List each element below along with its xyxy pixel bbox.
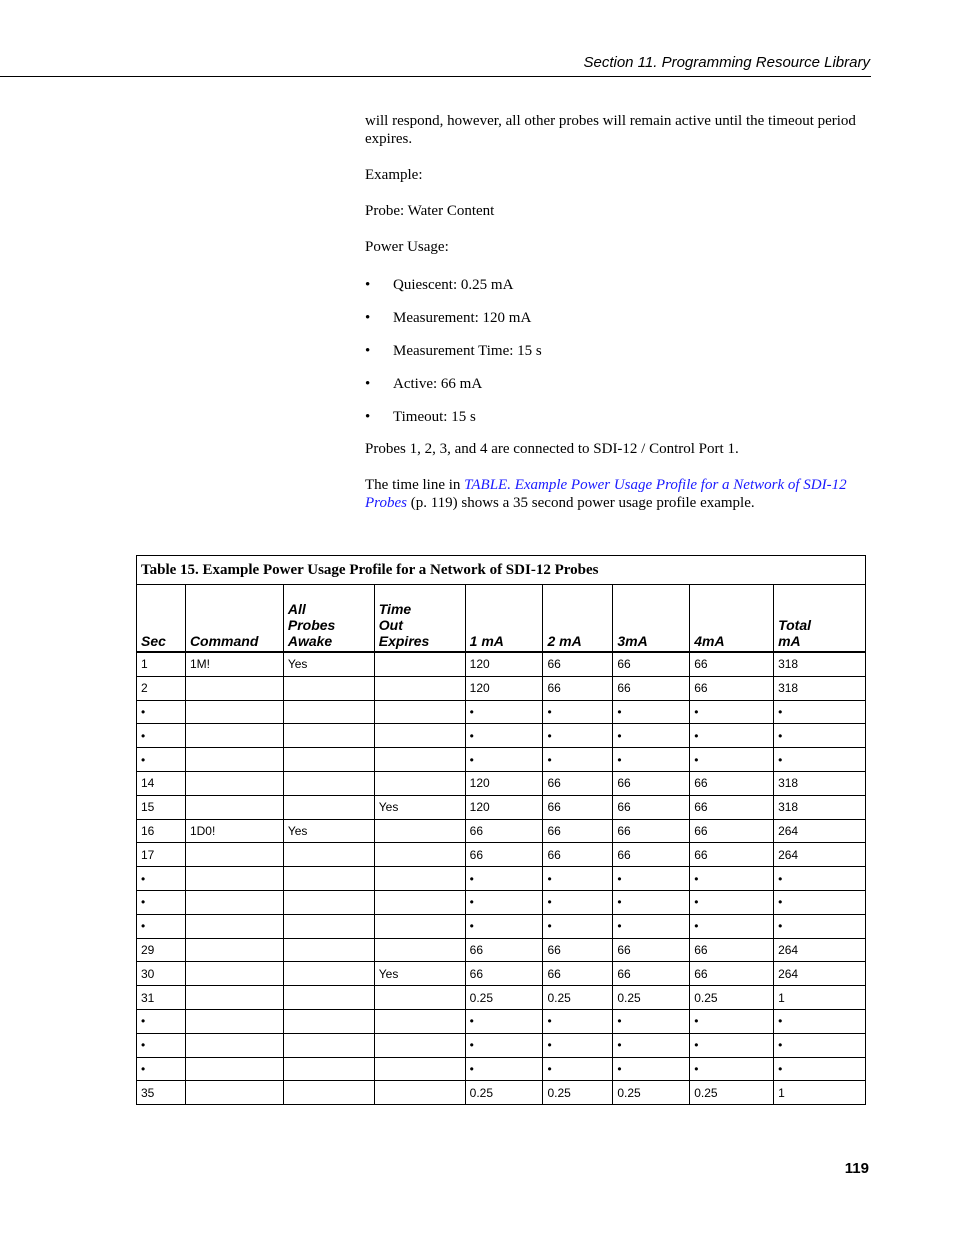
table-cell: • xyxy=(543,1033,613,1057)
table-cell: 1 xyxy=(774,1081,866,1105)
table-cell xyxy=(283,676,374,700)
table-cell: 35 xyxy=(137,1081,186,1105)
table-cell xyxy=(185,867,283,891)
table-cell: 0.25 xyxy=(690,986,774,1010)
table-cell: • xyxy=(774,867,866,891)
table-cell: • xyxy=(774,748,866,772)
table-cell: • xyxy=(543,724,613,748)
table-cell xyxy=(283,1057,374,1081)
table-cell: • xyxy=(690,1033,774,1057)
table-reference-link[interactable]: TABLE. Example Power Usage Profile for a Network of SDI-12 Probes xyxy=(365,477,847,511)
table-cell xyxy=(374,1009,465,1033)
table-cell: 120 xyxy=(465,771,543,795)
table-cell: 0.25 xyxy=(465,1081,543,1105)
bullet-icon: • xyxy=(365,409,371,425)
table-cell: 264 xyxy=(774,962,866,986)
table-cell xyxy=(283,700,374,724)
table-cell: 66 xyxy=(613,819,690,843)
table-row xyxy=(137,914,866,938)
table-cell: • xyxy=(543,1057,613,1081)
table-cell: Yes xyxy=(374,962,465,986)
table-row xyxy=(137,1081,866,1105)
table-cell: • xyxy=(613,867,690,891)
table-cell: 264 xyxy=(774,938,866,962)
table-header-row xyxy=(137,585,866,653)
table-cell: 17 xyxy=(137,843,186,867)
table-cell: 318 xyxy=(774,652,866,676)
table-cell xyxy=(283,771,374,795)
table-cell: 30 xyxy=(137,962,186,986)
table-cell xyxy=(374,986,465,1010)
table-cell: • xyxy=(465,700,543,724)
table-cell: • xyxy=(465,1009,543,1033)
table-cell: 29 xyxy=(137,938,186,962)
table-cell: • xyxy=(465,867,543,891)
timeline-text-start: The time line in xyxy=(365,477,465,493)
table-cell: 1 xyxy=(137,652,186,676)
table-cell: 66 xyxy=(465,819,543,843)
probes-line: Probes 1, 2, 3, and 4 are connected to SDI-12 / Control Port 1. xyxy=(365,441,739,457)
table-cell: • xyxy=(137,914,186,938)
table-cell: • xyxy=(690,1009,774,1033)
table-cell xyxy=(374,724,465,748)
table-cell xyxy=(283,724,374,748)
table-cell: 66 xyxy=(690,676,774,700)
paragraph-timeline xyxy=(365,476,875,512)
probe-line: Probe: Water Content xyxy=(365,203,495,219)
table-row xyxy=(137,1009,866,1033)
table-cell: • xyxy=(137,867,186,891)
table-cell: 120 xyxy=(465,795,543,819)
list-item-text: Active: 66 mA xyxy=(393,376,483,392)
table-cell: 66 xyxy=(543,771,613,795)
table-cell: 66 xyxy=(690,771,774,795)
table-cell: 264 xyxy=(774,843,866,867)
table-cell xyxy=(374,890,465,914)
table-cell: • xyxy=(465,1033,543,1057)
table-cell: 0.25 xyxy=(613,986,690,1010)
table-cell: 66 xyxy=(690,652,774,676)
table-cell: 66 xyxy=(613,652,690,676)
list-item xyxy=(365,276,875,309)
table-cell: 66 xyxy=(465,843,543,867)
table-cell xyxy=(185,700,283,724)
table-cell xyxy=(374,676,465,700)
list-item-text: Measurement: 120 mA xyxy=(393,310,532,326)
table-cell: • xyxy=(613,748,690,772)
table-cell: • xyxy=(774,914,866,938)
table-cell xyxy=(185,1081,283,1105)
power-usage-table xyxy=(136,555,866,1105)
table-cell: • xyxy=(137,1057,186,1081)
column-header: 1 mA xyxy=(465,585,543,653)
table-cell: 14 xyxy=(137,771,186,795)
table-cell xyxy=(185,843,283,867)
power-usage-label: Power Usage: xyxy=(365,239,449,255)
column-header: Sec xyxy=(137,585,186,653)
bullet-icon: • xyxy=(365,343,371,359)
table-row xyxy=(137,986,866,1010)
table-cell xyxy=(283,914,374,938)
table-cell: 66 xyxy=(690,843,774,867)
table-cell xyxy=(374,1033,465,1057)
page-number: 119 xyxy=(844,1160,869,1177)
table-cell: 31 xyxy=(137,986,186,1010)
table-cell: • xyxy=(613,1033,690,1057)
table-cell: 0.25 xyxy=(690,1081,774,1105)
table-row xyxy=(137,938,866,962)
example-label: Example: xyxy=(365,167,423,183)
table-cell xyxy=(374,867,465,891)
table-cell: • xyxy=(465,890,543,914)
table-cell: • xyxy=(543,867,613,891)
table-cell: 66 xyxy=(690,962,774,986)
table-cell: 66 xyxy=(465,938,543,962)
table-cell xyxy=(185,914,283,938)
table-cell: • xyxy=(690,914,774,938)
paragraph-timeout: will respond, however, all other probes will remain active until the timeout period expires. xyxy=(365,113,856,147)
table-cell xyxy=(283,890,374,914)
list-item xyxy=(365,375,875,408)
list-item-text: Measurement Time: 15 s xyxy=(393,343,542,359)
table-cell: • xyxy=(690,700,774,724)
table-cell: • xyxy=(137,748,186,772)
table-cell: • xyxy=(774,1009,866,1033)
table-cell xyxy=(283,1009,374,1033)
table-cell: 66 xyxy=(690,819,774,843)
table-cell: 66 xyxy=(543,843,613,867)
table-cell: 120 xyxy=(465,676,543,700)
table-cell: 66 xyxy=(543,652,613,676)
table-cell: • xyxy=(613,700,690,724)
table-cell: 0.25 xyxy=(613,1081,690,1105)
table-cell: 66 xyxy=(690,938,774,962)
table-cell: 66 xyxy=(543,676,613,700)
table-cell xyxy=(374,819,465,843)
table-cell: • xyxy=(690,890,774,914)
table-cell xyxy=(283,938,374,962)
table-row xyxy=(137,819,866,843)
table-cell xyxy=(283,795,374,819)
table-cell: 1D0! xyxy=(185,819,283,843)
table-cell xyxy=(185,1009,283,1033)
list-item xyxy=(365,342,875,375)
table-cell: • xyxy=(465,748,543,772)
table-row xyxy=(137,843,866,867)
table-cell: • xyxy=(613,1057,690,1081)
table-cell: Yes xyxy=(283,819,374,843)
list-item xyxy=(365,309,875,342)
table-cell xyxy=(374,700,465,724)
table-cell xyxy=(374,938,465,962)
table-cell: 318 xyxy=(774,676,866,700)
table-cell: • xyxy=(465,724,543,748)
power-usage-list xyxy=(365,276,875,440)
table-cell: • xyxy=(543,700,613,724)
table-cell xyxy=(283,1081,374,1105)
table-cell: 0.25 xyxy=(543,1081,613,1105)
table-cell: 66 xyxy=(613,771,690,795)
table-cell: • xyxy=(690,1057,774,1081)
table-row xyxy=(137,724,866,748)
table-cell: 66 xyxy=(543,819,613,843)
timeline-text-end: (p. 119) shows a 35 second power usage profile example. xyxy=(406,495,755,511)
bullet-icon: • xyxy=(365,376,371,392)
table-cell: • xyxy=(465,1057,543,1081)
table-cell: 15 xyxy=(137,795,186,819)
table-cell: 66 xyxy=(613,795,690,819)
table-cell: • xyxy=(543,890,613,914)
table-cell xyxy=(185,795,283,819)
table-row xyxy=(137,676,866,700)
table-cell xyxy=(283,962,374,986)
bullet-icon: • xyxy=(365,277,371,293)
table-cell: • xyxy=(137,700,186,724)
list-item-text: Quiescent: 0.25 mA xyxy=(393,277,514,293)
table-cell: • xyxy=(774,724,866,748)
table-cell: 66 xyxy=(543,962,613,986)
table-cell xyxy=(283,867,374,891)
table-cell xyxy=(374,771,465,795)
table-cell xyxy=(185,1033,283,1057)
running-header: Section 11. Programming Resource Library xyxy=(583,54,870,71)
column-header: 2 mA xyxy=(543,585,613,653)
table-row xyxy=(137,1033,866,1057)
column-header: Command xyxy=(185,585,283,653)
bullet-icon: • xyxy=(365,310,371,326)
table-cell: • xyxy=(774,1057,866,1081)
table-cell: • xyxy=(690,748,774,772)
table-cell: Yes xyxy=(374,795,465,819)
table-cell: 120 xyxy=(465,652,543,676)
table-cell: • xyxy=(543,748,613,772)
header-rule xyxy=(0,76,871,77)
table-cell xyxy=(185,676,283,700)
table-cell: • xyxy=(465,914,543,938)
table-cell xyxy=(283,986,374,1010)
table-cell xyxy=(374,652,465,676)
table-cell xyxy=(374,914,465,938)
table-row xyxy=(137,748,866,772)
table-row xyxy=(137,890,866,914)
table-cell: • xyxy=(690,867,774,891)
table-cell: • xyxy=(613,890,690,914)
table-cell: • xyxy=(613,1009,690,1033)
table-cell: • xyxy=(137,890,186,914)
table-cell: 66 xyxy=(543,795,613,819)
table-cell xyxy=(283,748,374,772)
table-cell xyxy=(185,748,283,772)
body-text xyxy=(365,112,875,530)
table-cell xyxy=(374,843,465,867)
table-cell: • xyxy=(543,914,613,938)
table-row xyxy=(137,700,866,724)
table-cell: 66 xyxy=(690,795,774,819)
table-cell: 264 xyxy=(774,819,866,843)
table-cell xyxy=(185,771,283,795)
list-item xyxy=(365,408,875,440)
table-cell: 66 xyxy=(613,962,690,986)
table-cell: • xyxy=(690,724,774,748)
table-cell: 66 xyxy=(613,938,690,962)
column-header: Time Out Expires xyxy=(374,585,465,653)
table-cell xyxy=(283,843,374,867)
table-caption: Table 15. Example Power Usage Profile for a Network of SDI-12 Probes xyxy=(137,556,866,585)
table-cell: • xyxy=(613,914,690,938)
table-cell: 66 xyxy=(465,962,543,986)
table-cell: • xyxy=(613,724,690,748)
table-cell: • xyxy=(137,1009,186,1033)
table-cell: 318 xyxy=(774,771,866,795)
table-row xyxy=(137,962,866,986)
table-row xyxy=(137,867,866,891)
table-cell: • xyxy=(774,1033,866,1057)
table-cell: 0.25 xyxy=(465,986,543,1010)
table-cell: 2 xyxy=(137,676,186,700)
table-row xyxy=(137,771,866,795)
column-header: 4mA xyxy=(690,585,774,653)
table-row xyxy=(137,795,866,819)
table-cell xyxy=(185,938,283,962)
table-cell: Yes xyxy=(283,652,374,676)
table-row xyxy=(137,1057,866,1081)
table-cell xyxy=(185,962,283,986)
table-cell xyxy=(185,1057,283,1081)
table-cell: 16 xyxy=(137,819,186,843)
table-cell: 66 xyxy=(613,676,690,700)
table-cell xyxy=(185,986,283,1010)
column-header: All Probes Awake xyxy=(283,585,374,653)
table-row xyxy=(137,652,866,676)
table-cell xyxy=(374,1081,465,1105)
table-cell: • xyxy=(137,724,186,748)
column-header: Total mA xyxy=(774,585,866,653)
list-item-text: Timeout: 15 s xyxy=(393,409,476,425)
table-cell: 66 xyxy=(543,938,613,962)
table-cell: 1M! xyxy=(185,652,283,676)
table-cell xyxy=(283,1033,374,1057)
table-cell: • xyxy=(774,700,866,724)
table-cell: • xyxy=(137,1033,186,1057)
table-cell xyxy=(185,890,283,914)
table-cell: 0.25 xyxy=(543,986,613,1010)
table-cell xyxy=(374,1057,465,1081)
table-cell: 66 xyxy=(613,843,690,867)
table-cell: 318 xyxy=(774,795,866,819)
table-cell xyxy=(374,748,465,772)
column-header: 3mA xyxy=(613,585,690,653)
table-cell: 1 xyxy=(774,986,866,1010)
table-cell: • xyxy=(543,1009,613,1033)
table-cell: • xyxy=(774,890,866,914)
table-cell xyxy=(185,724,283,748)
